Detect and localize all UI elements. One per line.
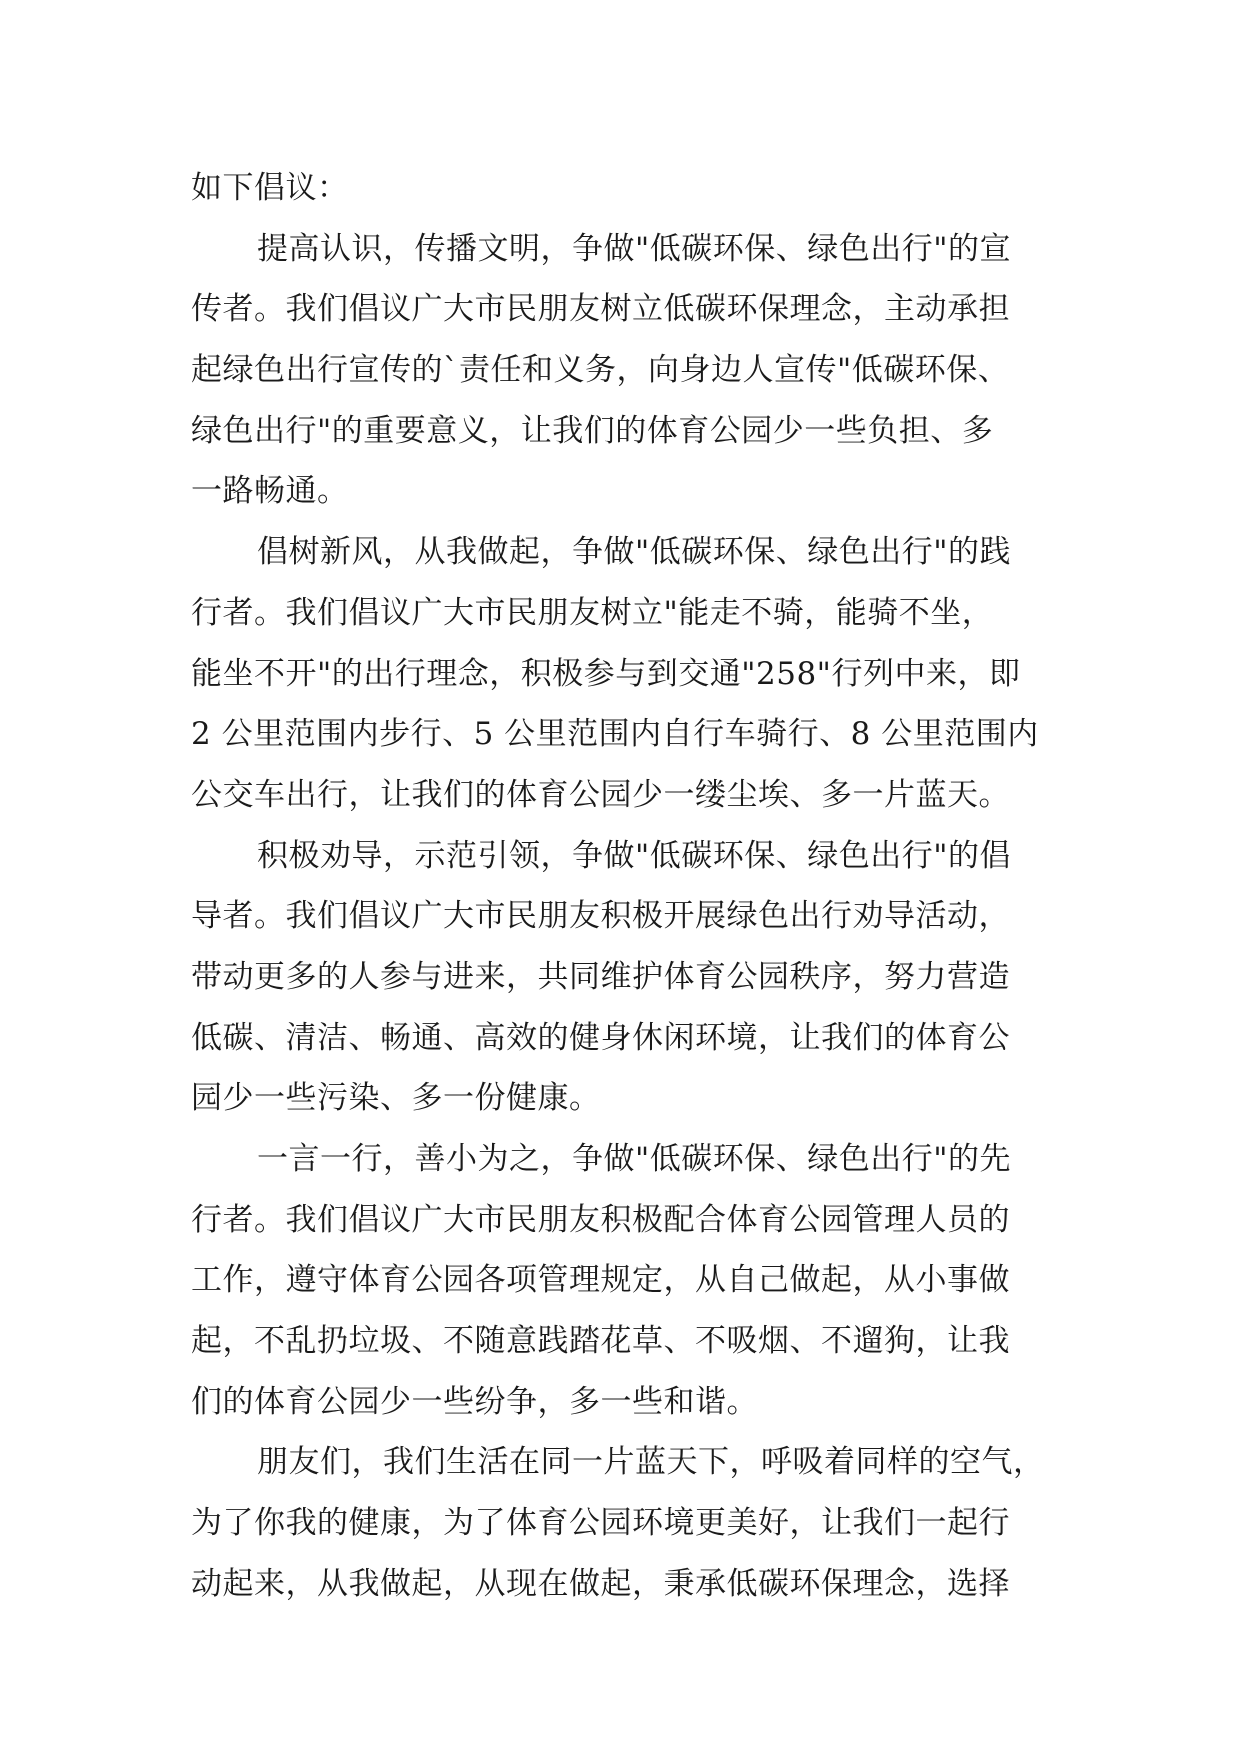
text-line: 倡树新风，从我做起，争做"低碳环保、绿色出行"的践: [257, 534, 1012, 571]
text-line: 导者。我们倡议广大市民朋友积极开展绿色出行劝导活动，: [191, 898, 1010, 935]
text-line: 带动更多的人参与进来，共同维护体育公园秩序，努力营造: [191, 958, 1010, 995]
text-line: 如下倡议：: [191, 170, 349, 206]
text-line: 一路畅通。: [191, 473, 349, 510]
text-line: 提高认识，传播文明，争做"低碳环保、绿色出行"的宣: [257, 230, 1012, 267]
text-line: 起，不乱扔垃圾、不随意践踏花草、不吸烟、不遛狗，让我: [191, 1323, 1010, 1360]
text-line: 朋友们，我们生活在同一片蓝天下，呼吸着同样的空气，: [257, 1444, 1045, 1481]
text-line: 绿色出行"的重要意义，让我们的体育公园少一些负担、多: [191, 412, 994, 449]
text-line: 们的体育公园少一些纷争，多一些和谐。: [191, 1383, 758, 1420]
text-line: 动起来，从我做起，从现在做起，秉承低碳环保理念，选择: [191, 1565, 1010, 1602]
text-line: 为了你我的健康，为了体育公园环境更美好，让我们一起行: [191, 1505, 1010, 1542]
text-line: 2 公里范围内步行、5 公里范围内自行车骑行、8 公里范围内: [191, 716, 1039, 753]
text-line: 公交车出行，让我们的体育公园少一缕尘埃、多一片蓝天。: [191, 776, 1010, 813]
text-line: 行者。我们倡议广大市民朋友树立"能走不骑，能骑不坐，: [191, 594, 994, 631]
text-line: 行者。我们倡议广大市民朋友积极配合体育公园管理人员的: [191, 1201, 1010, 1238]
text-line: 园少一些污染、多一份健康。: [191, 1080, 601, 1117]
text-line: 一言一行，善小为之，争做"低碳环保、绿色出行"的先: [257, 1141, 1012, 1177]
document-body: [191, 158, 1061, 1615]
text-line: 起绿色出行宣传的`责任和义务，向身边人宣传"低碳环保、: [191, 352, 1010, 389]
text-line: 工作，遵守体育公园各项管理规定，从自己做起，从小事做: [191, 1262, 1010, 1299]
text-line: 低碳、清洁、畅通、高效的健身休闲环境，让我们的体育公: [191, 1019, 1010, 1056]
text-line: 传者。我们倡议广大市民朋友树立低碳环保理念，主动承担: [191, 291, 1010, 328]
text-line: 积极劝导，示范引领，争做"低碳环保、绿色出行"的倡: [257, 837, 1012, 874]
text-line: 能坐不开"的出行理念，积极参与到交通"258"行列中来，即: [191, 655, 1021, 692]
